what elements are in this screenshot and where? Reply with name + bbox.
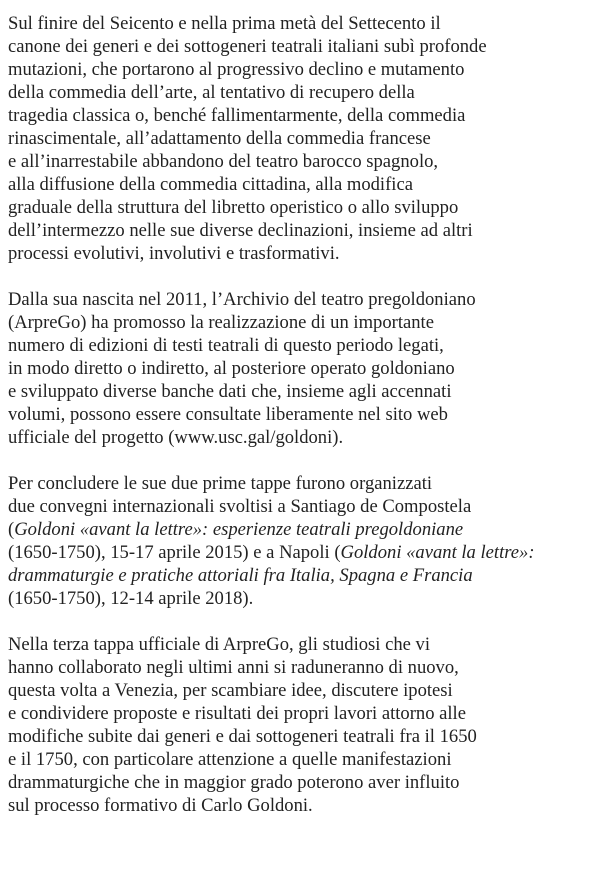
paragraph-archive bbox=[8, 288, 598, 449]
text-line: drammaturgiche che in maggior grado poterono aver influito bbox=[8, 772, 460, 793]
paragraph-third-stage bbox=[8, 633, 598, 817]
text-line: tragedia classica o, benché fallimentarmente, della commedia bbox=[8, 105, 466, 126]
text-line: e il 1750, con particolare attenzione a quelle manifestazioni bbox=[8, 749, 452, 770]
text-line: numero di edizioni di testi teatrali di questo periodo legati, bbox=[8, 335, 444, 356]
text-line: e all’inarrestabile abbandono del teatro barocco spagnolo, bbox=[8, 151, 439, 172]
paren-open: ( bbox=[8, 519, 15, 540]
conference-title-2-start: Goldoni «avant la lettre»: bbox=[340, 542, 535, 563]
text-line: graduale della struttura del libretto operistico o allo sviluppo bbox=[8, 197, 459, 218]
text-line: hanno collaborato negli ultimi anni si raduneranno di nuovo, bbox=[8, 657, 459, 678]
text-line: Sul finire del Seicento e nella prima metà del Settecento il bbox=[8, 13, 441, 34]
paragraph-conferences bbox=[8, 472, 598, 610]
paragraph-intro bbox=[8, 12, 598, 265]
text-line: due convegni internazionali svoltisi a Santiago de Compostela bbox=[8, 496, 472, 517]
text-line: questa volta a Venezia, per scambiare idee, discutere ipotesi bbox=[8, 680, 453, 701]
text-line: in modo diretto o indiretto, al posteriore operato goldoniano bbox=[8, 358, 455, 379]
text-line: canone dei generi e dei sottogeneri teatrali italiani subì profonde bbox=[8, 36, 487, 57]
document-body bbox=[8, 12, 598, 817]
text-line: (ArpreGo) ha promosso la realizzazione di un importante bbox=[8, 312, 434, 333]
text-line: mutazioni, che portarono al progressivo declino e mutamento bbox=[8, 59, 465, 80]
text-line: e sviluppato diverse banche dati che, insieme agli accennati bbox=[8, 381, 452, 402]
text-line: alla diffusione della commedia cittadina, alla modifica bbox=[8, 174, 413, 195]
text-line: modifiche subite dai generi e dai sottogeneri teatrali fra il 1650 bbox=[8, 726, 477, 747]
conference-dates-1: (1650-1750), 15-17 aprile 2015) e a Napoli ( bbox=[8, 542, 341, 563]
conference-dates-2: (1650-1750), 12-14 aprile 2018). bbox=[8, 588, 254, 609]
text-line: Nella terza tappa ufficiale di ArpreGo, gli studiosi che vi bbox=[8, 634, 431, 655]
text-line: volumi, possono essere consultate liberamente nel sito web bbox=[8, 404, 448, 425]
conference-title-2-end: drammaturgie e pratiche attoriali fra Italia, Spagna e Francia bbox=[8, 565, 473, 586]
text-line: Dalla sua nascita nel 2011, l’Archivio del teatro pregoldoniano bbox=[8, 289, 476, 310]
text-line: e condividere proposte e risultati dei propri lavori attorno alle bbox=[8, 703, 466, 724]
text-line: rinascimentale, all’adattamento della commedia francese bbox=[8, 128, 431, 149]
text-line: sul processo formativo di Carlo Goldoni. bbox=[8, 795, 313, 816]
text-line: ufficiale del progetto (www.usc.gal/goldoni). bbox=[8, 427, 344, 448]
text-line bbox=[8, 518, 598, 541]
text-line: processi evolutivi, involutivi e trasformativi. bbox=[8, 243, 340, 264]
text-line: della commedia dell’arte, al tentativo di recupero della bbox=[8, 82, 415, 103]
text-line bbox=[8, 541, 598, 564]
text-line: dell’intermezzo nelle sue diverse declinazioni, insieme ad altri bbox=[8, 220, 473, 241]
text-line: Per concludere le sue due prime tappe furono organizzati bbox=[8, 473, 433, 494]
conference-title-1: Goldoni «avant la lettre»: esperienze teatrali pregoldoniane bbox=[14, 519, 464, 540]
